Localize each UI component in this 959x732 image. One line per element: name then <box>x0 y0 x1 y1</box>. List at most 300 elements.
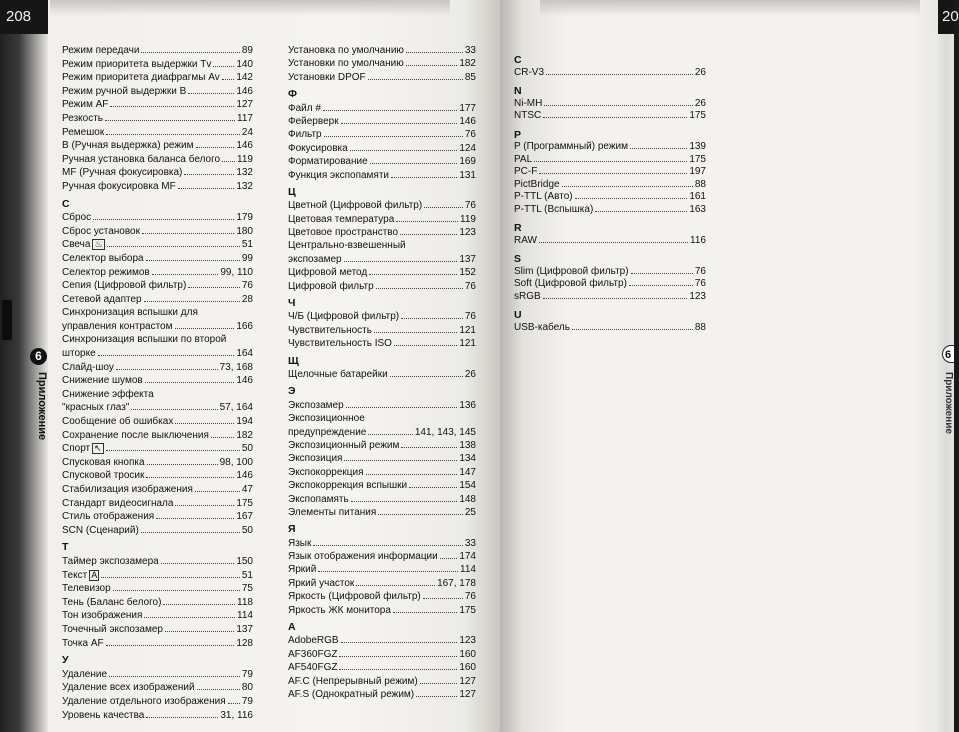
index-entry <box>514 98 706 111</box>
dot-leader <box>409 487 457 488</box>
dot-leader <box>196 147 235 148</box>
index-entry <box>62 637 253 651</box>
index-letter-heading: Ф <box>288 88 297 101</box>
index-term: Спорт <box>62 443 91 455</box>
index-page-numbers: 169 <box>459 156 476 168</box>
index-term: Экспозамер <box>288 399 344 411</box>
index-term: AF.S (Однократный режим) <box>288 688 415 700</box>
dot-leader <box>144 301 240 302</box>
index-entry <box>62 497 253 511</box>
index-page-numbers: 25 <box>464 506 476 518</box>
index-page-numbers: 99, 110 <box>220 266 253 278</box>
dot-leader <box>416 696 457 697</box>
index-column-left-1 <box>62 44 253 722</box>
dot-leader <box>144 617 235 618</box>
index-page-numbers: 119 <box>460 213 476 225</box>
dot-leader <box>391 177 457 178</box>
index-term: Резкость <box>62 112 103 124</box>
index-term: Таймер экспозамера <box>62 555 159 567</box>
index-entry <box>62 180 253 194</box>
index-term: P (Программный) режим <box>514 141 628 152</box>
index-page-numbers: 194 <box>236 416 253 428</box>
index-term: Экспокоррекция <box>288 466 364 478</box>
index-term: Ремешок <box>62 126 105 138</box>
dot-leader <box>141 52 239 53</box>
index-letter-heading: Я <box>288 523 296 536</box>
dot-leader <box>175 328 235 329</box>
dot-leader <box>188 93 234 94</box>
dot-leader <box>401 447 457 448</box>
index-entry <box>62 623 253 637</box>
index-term: Тень (Баланс белого) <box>62 596 162 608</box>
index-entry <box>514 179 706 192</box>
index-term: Режим AF <box>62 99 109 111</box>
index-entry <box>288 493 476 506</box>
index-term: Режим приоритета диафрагмы Av <box>62 72 220 84</box>
index-page-numbers: 73, 168 <box>219 361 253 373</box>
index-page-numbers: 47 <box>241 484 253 495</box>
dot-leader <box>109 676 240 677</box>
dot-leader <box>339 656 457 657</box>
index-term: Фильтр <box>288 129 322 141</box>
index-page-numbers: 138 <box>459 439 476 451</box>
index-page-numbers: 123 <box>459 227 476 239</box>
dot-leader <box>400 234 457 235</box>
index-page-numbers: 24 <box>241 126 253 138</box>
index-entry <box>288 479 476 492</box>
index-entry <box>62 609 253 623</box>
index-term: B (Ручная выдержка) режим <box>62 140 194 152</box>
index-entry-line: Синхронизация вспышки по второй <box>62 334 227 346</box>
index-letter-heading: Т <box>62 541 69 554</box>
index-term: Яркий участок <box>288 577 355 589</box>
index-entry <box>62 347 253 361</box>
index-term: Текст <box>62 569 88 581</box>
index-page-numbers: 154 <box>459 480 476 492</box>
dot-leader <box>98 355 235 356</box>
index-term: Удаление <box>62 668 108 680</box>
index-page-numbers: 131 <box>459 169 476 181</box>
index-entry-line: Синхронизация вспышки для <box>62 307 198 319</box>
index-term: Снижение шумов <box>62 375 143 387</box>
index-entry <box>288 57 476 70</box>
index-entry <box>514 110 706 123</box>
index-term: Чувствительность ISO <box>288 338 392 350</box>
index-term: USB-кабель <box>514 321 570 333</box>
dot-leader <box>575 198 688 199</box>
index-term: Soft (Цифровой фильтр) <box>514 278 627 289</box>
index-page-numbers: 76 <box>241 280 253 292</box>
index-page-numbers: 160 <box>459 662 476 674</box>
index-entry <box>62 510 253 524</box>
index-page-numbers: 33 <box>464 537 476 549</box>
dot-leader <box>101 577 240 578</box>
index-page-numbers: 98, 100 <box>219 456 253 468</box>
index-page-numbers: 76 <box>464 591 476 603</box>
dot-leader <box>356 585 435 586</box>
index-entry <box>288 466 476 479</box>
index-term: SCN (Сценарий) <box>62 524 139 536</box>
dot-leader <box>175 505 234 506</box>
index-entry <box>288 590 476 603</box>
index-term: Язык <box>288 537 312 549</box>
index-entry <box>288 399 476 412</box>
index-page-numbers: 147 <box>459 466 476 478</box>
index-page-numbers: 167, 178 <box>437 577 476 589</box>
index-term: MF (Ручная фокусировка) <box>62 167 183 179</box>
index-page-numbers: 50 <box>241 443 253 455</box>
index-term: Функция экспопамяти <box>288 169 390 181</box>
index-page-numbers: 161 <box>689 191 706 202</box>
index-entry <box>62 596 253 610</box>
index-term: экспозамер <box>288 253 342 265</box>
index-page-numbers: 128 <box>236 637 253 649</box>
index-page-numbers: 167 <box>236 511 253 523</box>
index-entry-line: Снижение эффекта <box>62 388 154 400</box>
index-page-numbers: 140 <box>236 58 253 70</box>
index-page-numbers: 76 <box>464 311 476 323</box>
dot-leader <box>197 689 240 690</box>
index-entry <box>288 550 476 563</box>
index-page-numbers: 85 <box>464 71 476 83</box>
dot-leader <box>106 134 240 135</box>
index-term: NTSC <box>514 110 542 121</box>
chapter-number-badge-right: 6 <box>942 345 954 363</box>
index-entry <box>62 429 253 443</box>
index-entry <box>288 226 476 239</box>
index-page-numbers: 116 <box>690 234 706 246</box>
sport-icon: ↖ <box>94 443 102 454</box>
index-page-numbers: 118 <box>237 596 253 608</box>
index-page-numbers: 175 <box>689 110 706 121</box>
index-term: Язык отображения информации <box>288 551 438 563</box>
dot-leader <box>163 604 235 605</box>
dot-leader <box>106 450 240 451</box>
index-term: Цифровой фильтр <box>288 280 374 292</box>
index-page-numbers: 175 <box>689 153 706 165</box>
index-page-numbers: 89 <box>241 45 253 56</box>
dot-leader <box>175 423 234 424</box>
index-term: Телевизор <box>62 583 111 595</box>
index-term: Ni-MH <box>514 97 543 109</box>
index-page-numbers: 26 <box>694 66 706 78</box>
index-page-numbers: 123 <box>689 290 706 302</box>
index-term: Сообщение об ошибках <box>62 416 174 428</box>
index-page-numbers: 179 <box>236 212 253 224</box>
dot-leader <box>142 233 234 234</box>
chapter-label: Приложение <box>36 372 48 441</box>
index-entry <box>288 71 476 84</box>
dot-leader <box>324 136 463 137</box>
index-term: P-TTL (Вспышка) <box>514 203 594 215</box>
dot-leader <box>165 631 234 632</box>
index-term: Режим ручной выдержки B <box>62 85 187 97</box>
index-term: Установки DPOF <box>288 71 366 83</box>
index-term: Цветовое пространство <box>288 227 399 239</box>
dot-leader <box>424 207 463 208</box>
index-entry <box>288 604 476 617</box>
index-entry <box>62 85 253 99</box>
index-entry <box>62 166 253 180</box>
index-term: Цветовая температура <box>288 213 395 225</box>
dot-leader <box>228 703 240 704</box>
index-entry <box>288 577 476 590</box>
dot-leader <box>423 598 463 599</box>
dot-leader <box>341 642 458 643</box>
dot-leader <box>368 79 463 80</box>
index-page-numbers: 127 <box>459 688 476 700</box>
dot-leader <box>195 491 240 492</box>
page-number-right: 20 <box>938 0 954 34</box>
index-entry <box>62 44 253 58</box>
index-page-numbers: 175 <box>236 497 253 509</box>
index-term: Удаление всех изображений <box>62 682 195 694</box>
dot-leader <box>213 66 234 67</box>
index-term: Уровень качества <box>62 709 145 721</box>
index-term: шторке <box>62 348 96 360</box>
index-page-numbers: 80 <box>241 682 253 694</box>
dot-leader <box>368 434 412 435</box>
dot-leader <box>366 474 458 475</box>
index-page-numbers: 114 <box>460 564 476 576</box>
index-page-numbers: 148 <box>459 493 476 505</box>
dot-leader <box>406 65 458 66</box>
index-entry <box>288 426 476 439</box>
index-entry <box>62 442 253 456</box>
index-entry <box>514 204 706 217</box>
index-entry <box>288 337 476 350</box>
index-entry <box>62 681 253 695</box>
index-term: Точка AF <box>62 637 104 649</box>
dot-leader <box>222 79 235 80</box>
dot-leader <box>318 571 458 572</box>
index-term: Ручная установка баланса белого <box>62 153 221 165</box>
index-page-numbers: 175 <box>459 604 476 616</box>
index-entry <box>62 139 253 153</box>
index-entry <box>288 324 476 337</box>
index-page-numbers: 51 <box>241 239 253 251</box>
index-term: Ручная фокусировка MF <box>62 180 176 192</box>
index-page-numbers: 146 <box>236 140 253 152</box>
index-page-numbers: 160 <box>459 648 476 660</box>
index-term: AF540FGZ <box>288 662 338 674</box>
dot-leader <box>562 186 693 187</box>
index-page-numbers: 139 <box>689 141 706 152</box>
index-page-numbers: 88 <box>694 178 706 190</box>
dot-leader <box>344 261 458 262</box>
dot-leader <box>350 150 458 151</box>
index-entry <box>62 58 253 72</box>
index-entry <box>288 155 476 168</box>
dot-leader <box>406 52 463 53</box>
index-page-numbers: 146 <box>236 470 253 482</box>
index-entry <box>288 266 476 279</box>
dot-leader <box>420 683 458 684</box>
thumb-tab <box>2 300 12 340</box>
dot-leader <box>370 163 458 164</box>
index-entry <box>288 280 476 293</box>
index-entry <box>514 141 706 154</box>
index-entry <box>288 169 476 182</box>
index-page-numbers: 127 <box>236 99 253 111</box>
index-page-numbers: 164 <box>236 348 253 360</box>
index-term: Форматирование <box>288 156 368 168</box>
dot-leader <box>369 274 457 275</box>
index-term: Установка по умолчанию <box>288 45 404 56</box>
index-page-numbers: 119 <box>237 153 253 165</box>
index-column-right-1 <box>514 48 706 334</box>
index-entry <box>288 634 476 647</box>
index-page-numbers: 121 <box>459 338 476 350</box>
index-term: P-TTL (Авто) <box>514 191 573 202</box>
dot-leader <box>146 477 234 478</box>
dot-leader <box>346 407 458 408</box>
index-entry <box>514 291 706 304</box>
dot-leader <box>323 110 457 111</box>
dot-leader <box>116 369 218 370</box>
dot-leader <box>351 501 458 502</box>
index-letter-heading: Ч <box>288 297 296 310</box>
dot-leader <box>188 287 240 288</box>
dot-leader <box>184 174 234 175</box>
index-column-left-2 <box>288 44 476 701</box>
index-entry <box>62 374 253 388</box>
dot-leader <box>376 288 463 289</box>
index-page-numbers: 88 <box>694 321 706 333</box>
index-term: Экспозиционный режим <box>288 439 400 451</box>
index-page-numbers: 141, 143, 145 <box>414 426 476 438</box>
index-letter-heading: U <box>514 309 522 321</box>
dot-leader <box>161 563 235 564</box>
index-term: Режим приоритета выдержки Tv <box>62 58 212 70</box>
index-letter-heading: Щ <box>288 354 299 367</box>
index-letter-heading: N <box>514 85 522 97</box>
index-entry <box>288 310 476 323</box>
index-entry <box>62 569 253 583</box>
dot-leader <box>595 211 687 212</box>
index-term: Элементы питания <box>288 506 377 518</box>
index-term: Спусковая кнопка <box>62 456 145 468</box>
index-term: Установки по умолчанию <box>288 58 404 70</box>
index-term: "красных глаз" <box>62 402 130 414</box>
index-term: PC-F <box>514 166 538 177</box>
index-entry <box>62 126 253 140</box>
index-entry <box>288 688 476 701</box>
index-entry <box>288 213 476 226</box>
right-page <box>500 0 959 732</box>
dot-leader <box>178 188 235 189</box>
index-page-numbers: 137 <box>459 253 476 265</box>
index-entry <box>514 322 706 335</box>
dot-leader <box>390 376 463 377</box>
index-entry <box>288 648 476 661</box>
index-entry <box>62 709 253 723</box>
index-term: AdobeRGB <box>288 635 339 647</box>
index-page-numbers: 136 <box>459 399 476 411</box>
index-entry <box>62 112 253 126</box>
index-page-numbers: 182 <box>459 58 476 70</box>
index-page-numbers: 197 <box>689 166 706 177</box>
index-term: Селектор выбора <box>62 252 144 264</box>
index-page-numbers: 26 <box>694 97 706 109</box>
index-page-numbers: 26 <box>464 368 476 380</box>
index-entry <box>288 506 476 519</box>
dot-leader <box>313 545 463 546</box>
index-term: Slim (Цифровой фильтр) <box>514 265 629 277</box>
dot-leader <box>394 345 457 346</box>
index-entry <box>62 71 253 85</box>
dot-leader <box>630 148 687 149</box>
index-entry <box>62 483 253 497</box>
index-entry <box>62 582 253 596</box>
index-entry <box>62 524 253 538</box>
dot-leader <box>93 219 234 220</box>
index-entry <box>288 142 476 155</box>
dot-leader <box>145 382 235 383</box>
index-entry <box>62 153 253 167</box>
index-entry <box>288 128 476 141</box>
index-letter-heading: R <box>514 222 522 234</box>
index-page-numbers: 76 <box>694 265 706 277</box>
dot-leader <box>211 437 234 438</box>
candle-icon: ♨ <box>94 239 103 250</box>
index-entry <box>62 211 253 225</box>
index-term: RAW <box>514 234 537 246</box>
index-entry <box>514 266 706 279</box>
dot-leader <box>110 106 234 107</box>
index-page-numbers: 182 <box>236 429 253 441</box>
index-page-numbers: 99 <box>241 252 253 264</box>
index-page-numbers: 150 <box>236 555 253 567</box>
index-entry <box>62 401 253 415</box>
index-page-numbers: 123 <box>459 635 476 647</box>
dot-leader <box>544 105 693 106</box>
dot-leader <box>374 332 457 333</box>
index-entry <box>62 361 253 375</box>
index-entry <box>62 293 253 307</box>
index-term: PAL <box>514 153 533 165</box>
index-page-numbers: 114 <box>237 610 253 622</box>
index-term: CR-V3 <box>514 66 545 78</box>
index-page-numbers: 152 <box>459 267 476 279</box>
dot-leader <box>107 246 240 247</box>
index-entry <box>514 154 706 167</box>
index-term: Яркость ЖК монитора <box>288 604 391 616</box>
index-term: Цветной (Цифровой фильтр) <box>288 200 423 212</box>
index-term: управления контрастом <box>62 320 173 332</box>
dot-leader <box>339 669 457 670</box>
index-entry <box>288 661 476 674</box>
index-entry <box>62 456 253 470</box>
dot-leader <box>543 117 687 118</box>
dot-leader <box>534 161 687 162</box>
index-term: sRGB <box>514 290 541 302</box>
index-page-numbers: 146 <box>236 85 253 97</box>
index-page-numbers: 31, 116 <box>220 709 253 721</box>
index-entry <box>288 253 476 266</box>
dot-leader <box>113 590 240 591</box>
dot-leader <box>393 612 457 613</box>
index-term: Точечный экспозамер <box>62 623 163 635</box>
index-entry <box>514 191 706 204</box>
index-page-numbers: 180 <box>236 225 253 237</box>
index-letter-heading: У <box>62 654 69 667</box>
index-term: PictBridge <box>514 178 560 190</box>
index-page-numbers: 124 <box>459 142 476 154</box>
index-term: AF360FGZ <box>288 648 338 660</box>
index-term: Свеча <box>62 239 91 251</box>
index-page-numbers: 75 <box>241 583 253 595</box>
